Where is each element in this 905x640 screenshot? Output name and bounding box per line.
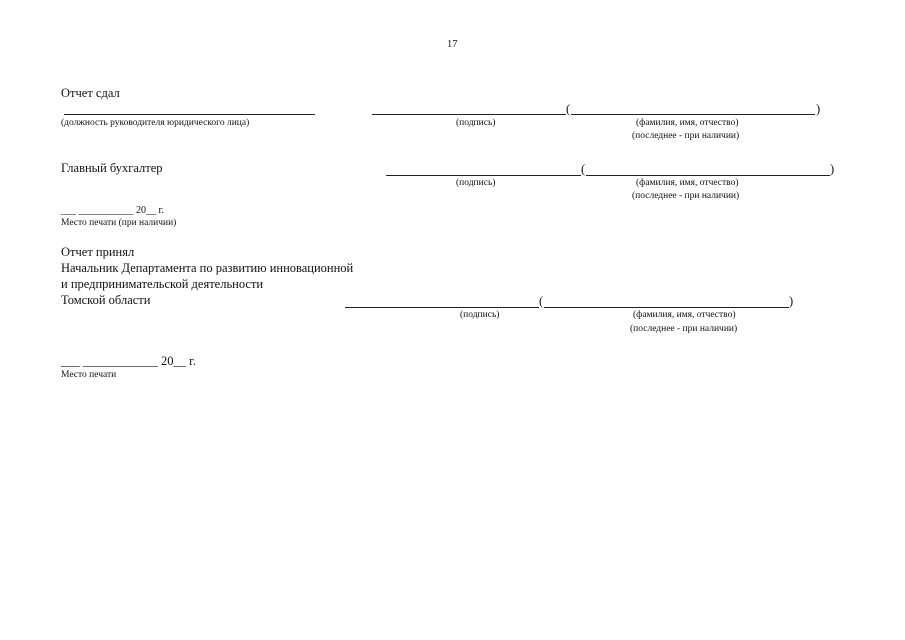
signature-line	[345, 307, 539, 308]
name-open-paren: (	[539, 294, 544, 308]
date-line: ___ ___________ 20__ г.	[61, 205, 164, 216]
position-line-2: и предпринимательской деятельности	[61, 277, 264, 291]
name-open-paren: (	[566, 102, 571, 116]
name-caption: (фамилия, имя, отчество)	[636, 178, 739, 188]
accepted-title: Отчет принял	[61, 245, 135, 259]
position-caption: (должность руководителя юридического лица)	[61, 118, 250, 128]
name-caption: (фамилия, имя, отчество)	[633, 310, 736, 320]
accountant-title: Главный бухгалтер	[61, 161, 163, 175]
position-line-1: Начальник Департамента по развитию инновационной	[61, 261, 354, 275]
name-close-paren: )	[830, 162, 835, 176]
signature-caption: (подпись)	[456, 118, 496, 128]
stamp-caption: Место печати	[61, 370, 117, 380]
name-line	[571, 114, 815, 115]
name-caption: (фамилия, имя, отчество)	[636, 118, 739, 128]
page-number: 17	[447, 39, 458, 50]
name-caption-note: (последнее - при наличии)	[632, 131, 740, 141]
name-close-paren: )	[816, 102, 821, 116]
name-open-paren: (	[581, 162, 586, 176]
date-line: ___ ____________ 20__ г.	[61, 354, 196, 368]
position-line-3: Томской области	[61, 293, 151, 307]
name-close-paren: )	[789, 294, 794, 308]
name-caption-note: (последнее - при наличии)	[632, 191, 740, 201]
position-line	[64, 114, 315, 115]
signature-line	[386, 175, 581, 176]
signature-caption: (подпись)	[460, 310, 500, 320]
signature-caption: (подпись)	[456, 178, 496, 188]
name-caption-note: (последнее - при наличии)	[630, 324, 738, 334]
name-line	[586, 175, 830, 176]
signature-line	[372, 114, 566, 115]
submitted-title: Отчет сдал	[61, 86, 120, 100]
stamp-caption: Место печати (при наличии)	[61, 218, 177, 228]
name-line	[544, 307, 789, 308]
